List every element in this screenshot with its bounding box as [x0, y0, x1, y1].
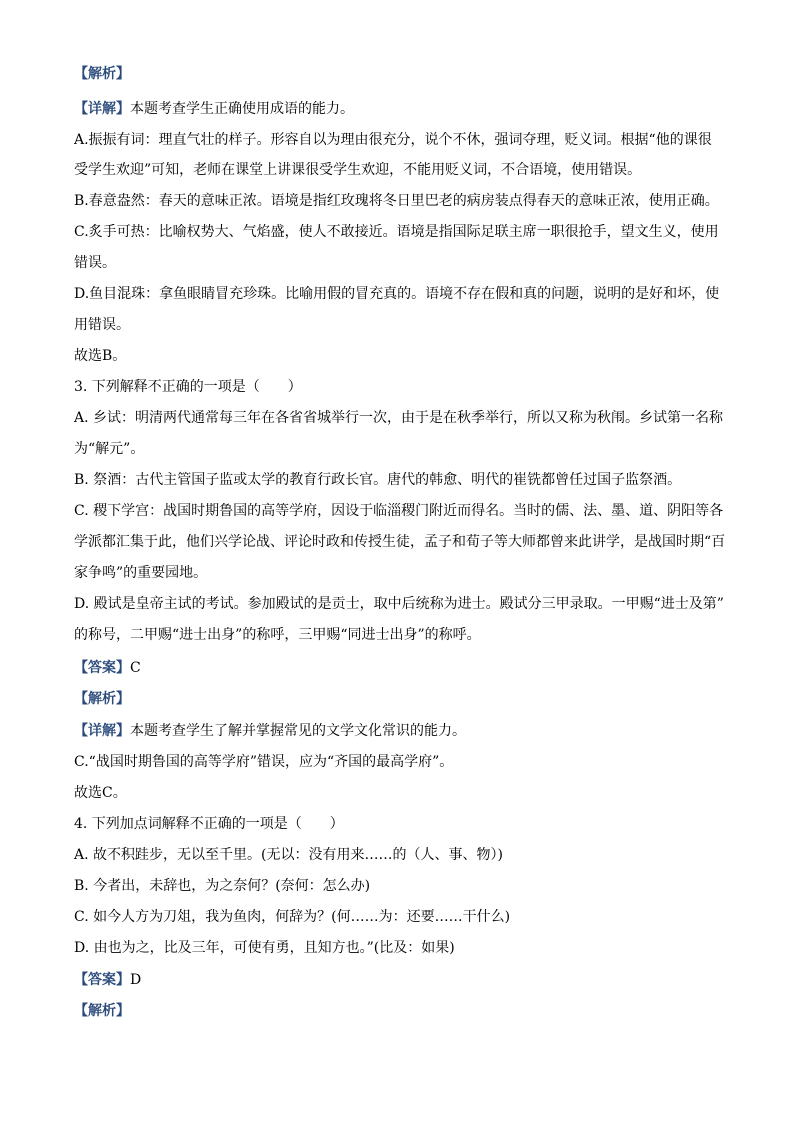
option-d-line-2: 用错误。 [74, 317, 130, 333]
q3-option-c-line-2: 学派都汇集于此，他们兴学论战、评论时政和传授生徒，孟子和荀子等大师都曾来此讲学，是战国时期“百 [74, 534, 726, 550]
q4-option-a: A. 故不积跬步，无以至千里。(无以：没有用来……的（人、事、物）) [74, 847, 503, 863]
q3-option-a-line-2: 为“解元”。 [74, 441, 145, 457]
analysis-heading-2: 【解析】 [74, 691, 130, 707]
q3-answer-line: 【答案】C [74, 660, 141, 676]
option-b-line-1: B.春意盎然：春天的意味正浓。语境是指红玫瑰将冬日里巴老的病房装点得春天的意味正浓，使用正确。 [74, 193, 719, 209]
question-4-stem: 4. 下列加点词解释不正确的一项是（ ） [74, 816, 344, 832]
q4-option-c: C. 如今人方为刀俎，我为鱼肉，何辞为？(何……为：还要……干什么) [74, 909, 511, 925]
q4-option-b: B. 今者出，未辞也，为之奈何？(奈何：怎么办) [74, 878, 371, 894]
option-c-line-2: 错误。 [74, 255, 116, 271]
q3-option-c-line-1: C. 稷下学宫：战国时期鲁国的高等学府，因设于临淄稷门附近而得名。当时的儒、法、墨、道、阴阳等各 [74, 503, 724, 519]
option-a-line-2: 受学生欢迎”可知，老师在课堂上讲课很受学生欢迎，不能用贬义词，不合语境，使用错误。 [74, 162, 642, 178]
q3-option-a-line-1: A. 乡试：明清两代通常每三年在各省省城举行一次，由于是在秋季举行，所以又称为秋闱。乡试第一名称 [74, 410, 724, 426]
option-a-line-1: A.振振有词：理直气壮的样子。形容自以为理由很充分，说个不休，强词夺理，贬义词。根据“他的课很 [74, 132, 712, 148]
detail-line-1: 【详解】本题考查学生正确使用成语的能力。 [74, 101, 354, 117]
question-3-stem: 3. 下列解释不正确的一项是（ ） [74, 379, 302, 395]
option-d-line-1: D.鱼目混珠：拿鱼眼睛冒充珍珠。比喻用假的冒充真的。语境不存在假和真的问题，说明的是好和坏，使 [74, 286, 720, 302]
analysis-heading-1: 【解析】 [74, 66, 130, 82]
q3-option-c-line-3: 家争鸣”的重要园地。 [74, 565, 208, 581]
q4-option-d: D. 由也为之，比及三年，可使有勇，且知方也。”(比及：如果) [74, 940, 455, 956]
q3-explain-line: C.“战国时期鲁国的高等学府”错误，应为“齐国的最高学府”。 [74, 754, 454, 770]
q3-option-d-line-1: D. 殿试是皇帝主试的考试。参加殿试的是贡士，取中后统称为进士。殿试分三甲录取。一甲赐“进士及第” [74, 596, 724, 612]
q3-detail-line: 【详解】本题考查学生了解并掌握常见的文学文化常识的能力。 [74, 723, 466, 739]
q3-choose-line: 故选C。 [74, 785, 127, 801]
q3-option-b-line-1: B. 祭酒：古代主管国子监或太学的教育行政长官。唐代的韩愈、明代的崔铣都曾任过国子监祭酒。 [74, 472, 682, 488]
option-c-line-1: C.炙手可热：比喻权势大、气焰盛，使人不敢接近。语境是指国际足联主席一职很抢手，望文生义，使用 [74, 224, 719, 240]
analysis-heading-3: 【解析】 [74, 1003, 130, 1019]
q4-answer-line: 【答案】D [74, 972, 142, 988]
choose-line-1: 故选B。 [74, 348, 127, 364]
q3-option-d-line-2: 的称号，二甲赐“进士出身”的称呼，三甲赐“同进士出身”的称呼。 [74, 627, 481, 643]
